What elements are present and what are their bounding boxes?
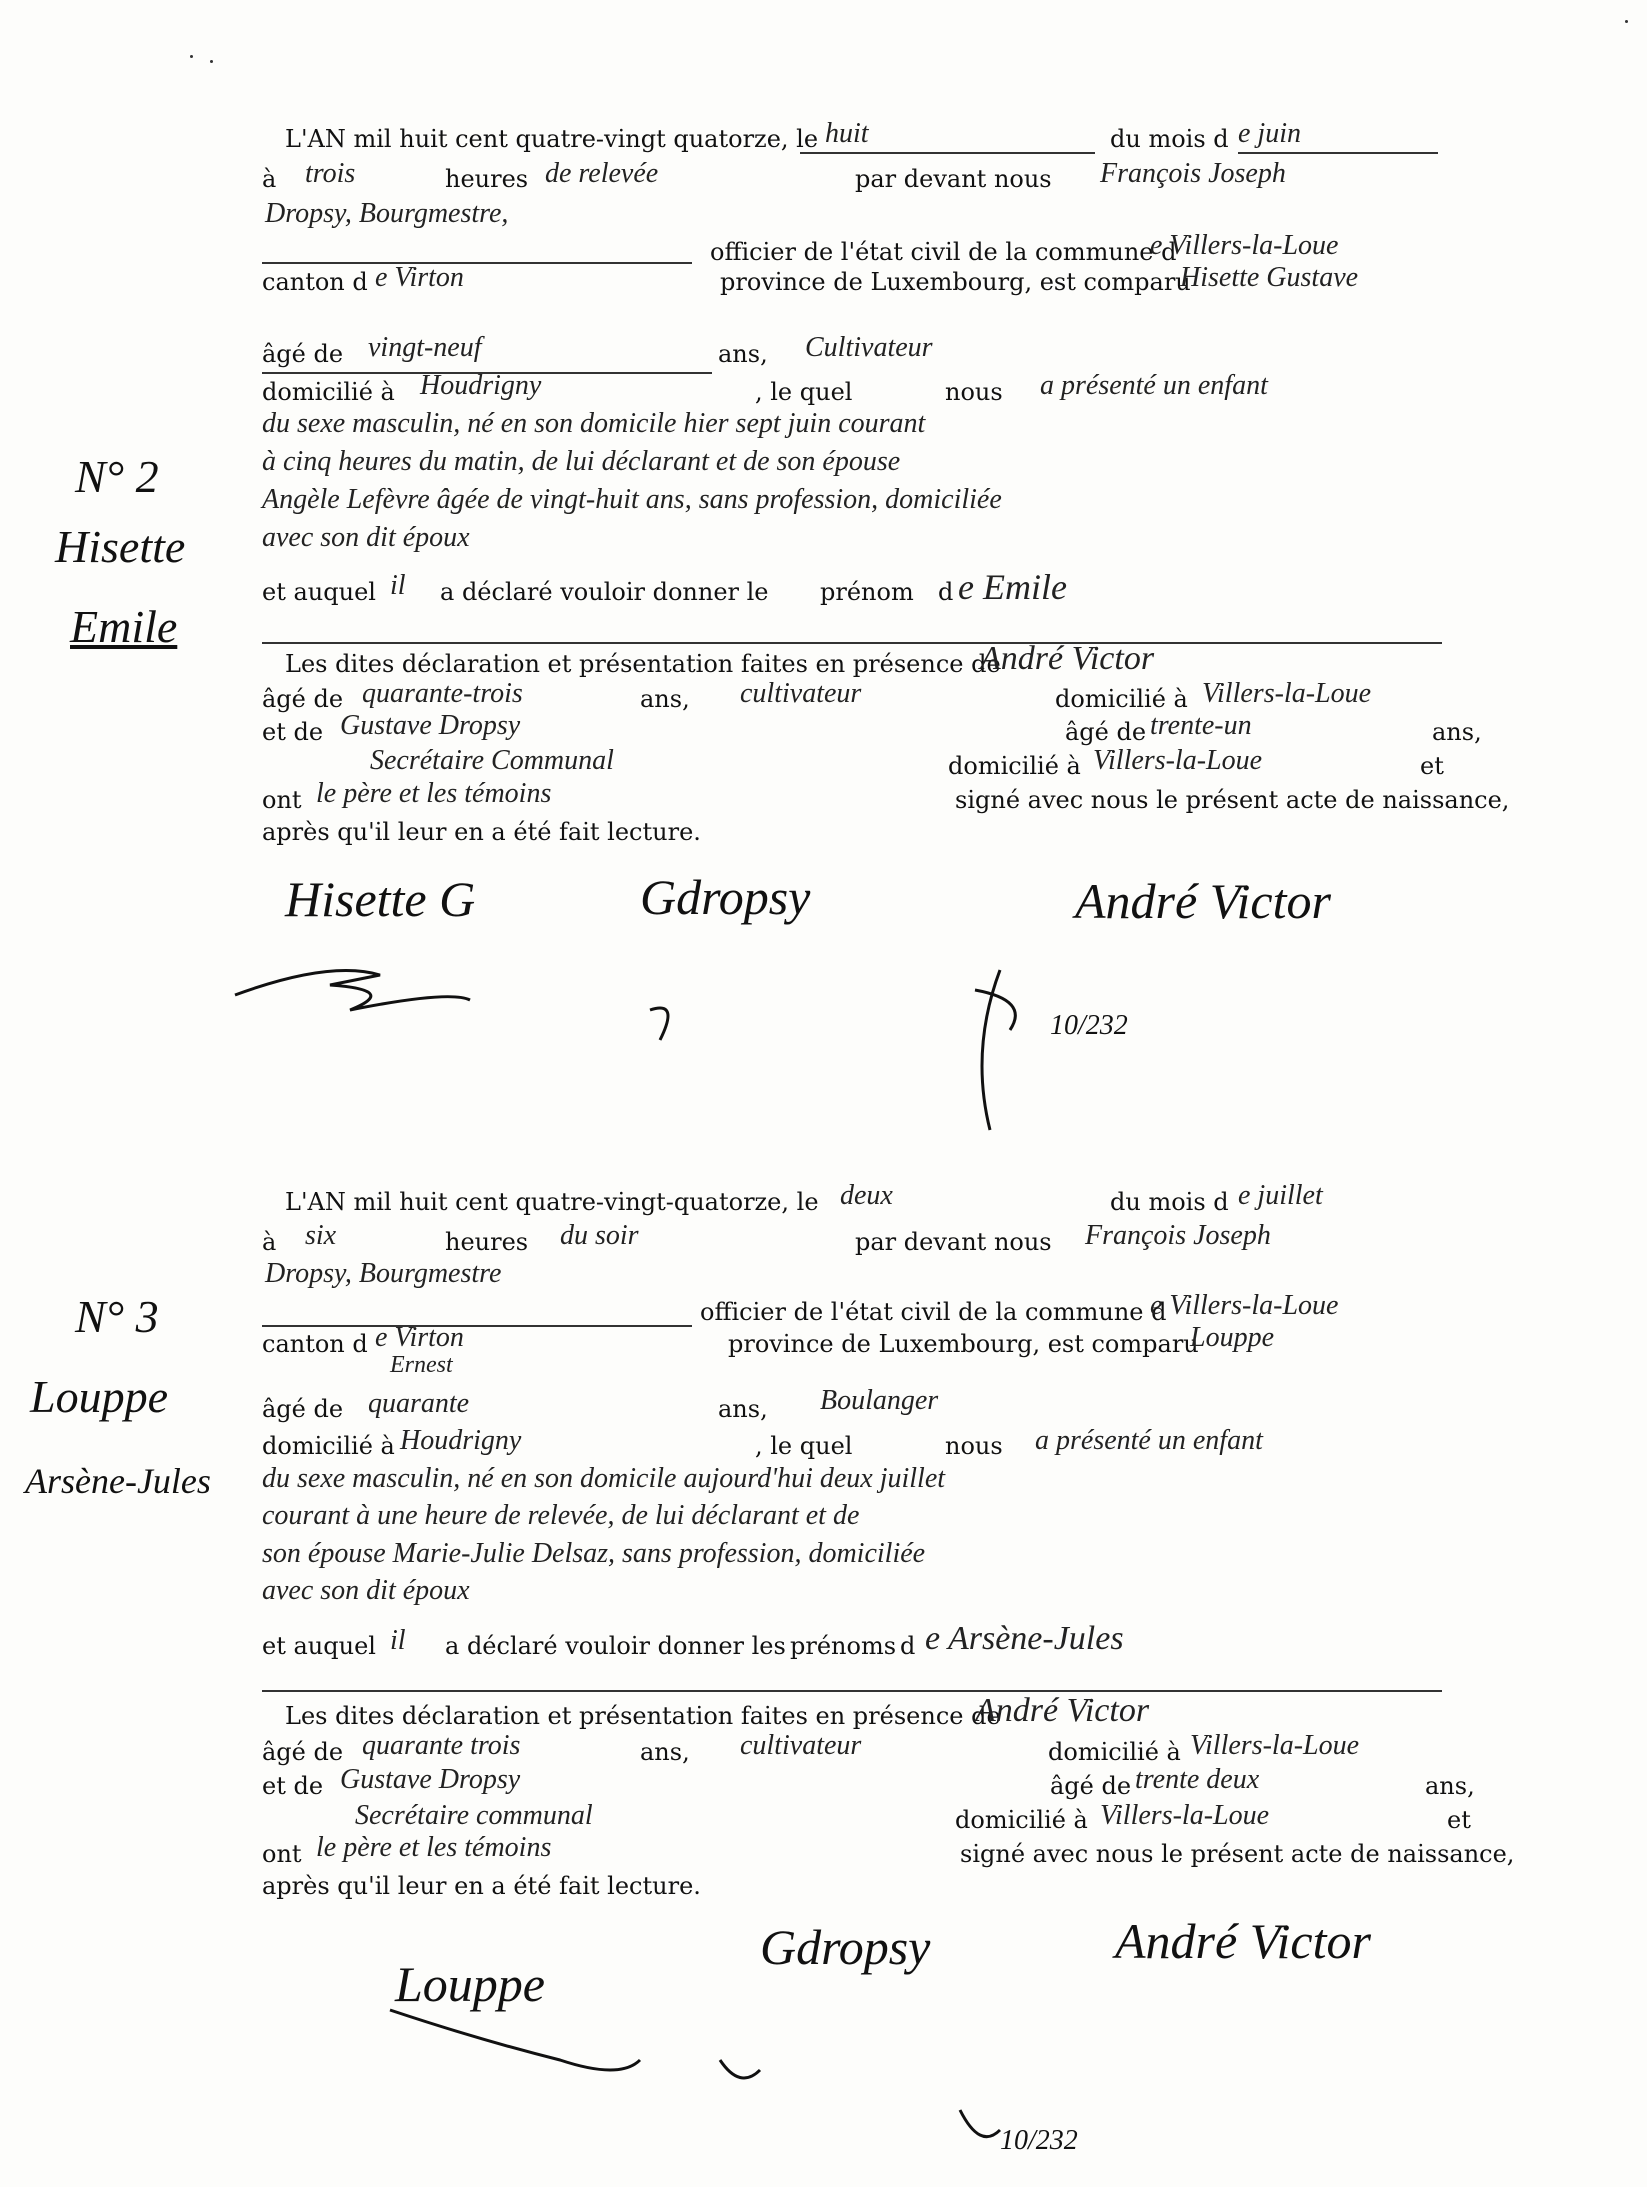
signers-value: le père et les témoins bbox=[316, 1832, 552, 1863]
pronoun-value: il bbox=[390, 570, 406, 601]
read-label: après qu'il leur en a été fait lecture. bbox=[262, 818, 701, 846]
officer-label: officier de l'état civil de la commune d bbox=[700, 1298, 1167, 1326]
signature-witness: André Victor bbox=[1075, 873, 1331, 929]
canton-label: canton d bbox=[262, 268, 368, 296]
control-stamp: 10/232 bbox=[1050, 1010, 1128, 1041]
signers-value: le père et les témoins bbox=[316, 778, 552, 809]
signature-father: Hisette G bbox=[285, 871, 476, 927]
age-value: quarante bbox=[368, 1388, 470, 1419]
body-text-4: son épouse Marie-Julie Delsaz, sans profession, domiciliée bbox=[262, 1538, 926, 1569]
before-us-label: par devant nous bbox=[855, 165, 1052, 193]
witness-1-name: André Victor bbox=[975, 1692, 1150, 1729]
ont-label: ont bbox=[262, 1840, 302, 1868]
declared-label: a déclaré vouloir donner les bbox=[445, 1632, 786, 1660]
et-label: et bbox=[1447, 1806, 1471, 1834]
margin-act-number: N° 3 bbox=[75, 1291, 159, 1342]
declared-label: a déclaré vouloir donner le bbox=[440, 578, 769, 606]
hour-value: trois bbox=[305, 158, 356, 189]
signature-officer: Gdropsy bbox=[640, 869, 811, 925]
scan-speck bbox=[190, 55, 193, 58]
w2-profession: Secrétaire communal bbox=[355, 1800, 593, 1831]
signed-label: signé avec nous le présent acte de naissance, bbox=[960, 1840, 1515, 1868]
w1-ans-label: ans, bbox=[640, 685, 690, 713]
hours-label: heures bbox=[445, 1228, 529, 1256]
presence-label: Les dites déclaration et présentation faites en présence de bbox=[285, 650, 1001, 678]
w2-age-value: trente-un bbox=[1150, 710, 1252, 741]
w1-age-value: quarante-trois bbox=[362, 678, 523, 709]
signed-label: signé avec nous le présent acte de naissance, bbox=[955, 786, 1510, 814]
year-line: L'AN mil huit cent quatre-vingt-quatorze, le bbox=[285, 1188, 819, 1216]
domicile-label: domicilié à bbox=[262, 1432, 395, 1460]
auquel-label: et auquel bbox=[262, 578, 376, 606]
w1-profession: cultivateur bbox=[740, 678, 862, 709]
lequel-label: , le quel bbox=[755, 1432, 853, 1460]
w1-domicile-value: Villers-la-Loue bbox=[1190, 1730, 1360, 1761]
month-value: e juillet bbox=[1238, 1180, 1323, 1211]
w1-domicile-value: Villers-la-Loue bbox=[1202, 678, 1372, 709]
w2-ans-label: ans, bbox=[1425, 1772, 1475, 1800]
declarant-first-name: Ernest bbox=[390, 1352, 453, 1378]
profession-value: Cultivateur bbox=[805, 332, 933, 363]
w1-age-value: quarante trois bbox=[362, 1730, 521, 1761]
margin-act-number: N° 2 bbox=[75, 451, 159, 502]
pronoun-value: il bbox=[390, 1625, 406, 1656]
w2-domicile-value: Villers-la-Loue bbox=[1100, 1800, 1270, 1831]
body-text-1: a présenté un enfant bbox=[1035, 1425, 1263, 1456]
canton-value: e Virton bbox=[375, 1322, 464, 1353]
margin-surname: Louppe bbox=[30, 1371, 168, 1422]
signature-officer: Gdropsy bbox=[760, 1919, 931, 1975]
given-name-value: e Emile bbox=[958, 567, 1067, 607]
period-value: du soir bbox=[560, 1220, 639, 1251]
canton-value: e Virton bbox=[375, 262, 464, 293]
age-label: âgé de bbox=[262, 340, 344, 368]
scan-speck bbox=[1625, 20, 1628, 23]
w2-profession: Secrétaire Communal bbox=[370, 745, 614, 776]
day-value: deux bbox=[840, 1180, 893, 1211]
officer-name: François Joseph bbox=[1100, 158, 1286, 189]
given-name-value: e Arsène-Jules bbox=[925, 1620, 1124, 1657]
domicile-value: Houdrigny bbox=[400, 1425, 522, 1456]
body-text-3: à cinq heures du matin, de lui déclarant et de son épouse bbox=[262, 446, 901, 477]
body-text-4: Angèle Lefèvre âgée de vingt-huit ans, sans profession, domiciliée bbox=[262, 484, 1002, 515]
control-stamp: 10/232 bbox=[1000, 2125, 1078, 2156]
et-label: et bbox=[1420, 752, 1444, 780]
body-text-3: courant à une heure de relevée, de lui déclarant et de bbox=[262, 1500, 860, 1531]
hours-label: heures bbox=[445, 165, 529, 193]
w2-age-label: âgé de bbox=[1065, 718, 1147, 746]
de-label: d bbox=[900, 1632, 916, 1660]
witness-1-name: André Victor bbox=[980, 640, 1155, 677]
w1-domicile-label: domicilié à bbox=[1048, 1738, 1181, 1766]
body-text-2: du sexe masculin, né en son domicile aujourd'hui deux juillet bbox=[262, 1463, 946, 1494]
prenom-label: prénoms bbox=[790, 1632, 897, 1660]
witness-2-name: Gustave Dropsy bbox=[340, 710, 521, 741]
commune-value: e Villers-la-Loue bbox=[1150, 1290, 1339, 1321]
signature-father: Louppe bbox=[395, 1956, 545, 2012]
officer-name-2: Dropsy, Bourgmestre, bbox=[265, 198, 509, 229]
month-label: du mois d bbox=[1110, 1188, 1229, 1216]
before-us-label: par devant nous bbox=[855, 1228, 1052, 1256]
body-text-5: avec son dit époux bbox=[262, 522, 470, 553]
year-line: L'AN mil huit cent quatre-vingt quatorze, le bbox=[285, 125, 819, 153]
nous-label: nous bbox=[945, 1432, 1003, 1460]
commune-value: e Villers-la-Loue bbox=[1150, 230, 1339, 261]
witness-2-name: Gustave Dropsy bbox=[340, 1764, 521, 1795]
w1-profession: cultivateur bbox=[740, 1730, 862, 1761]
ont-label: ont bbox=[262, 786, 302, 814]
officer-label: officier de l'état civil de la commune d bbox=[710, 238, 1177, 266]
body-text-5: avec son dit époux bbox=[262, 1575, 470, 1606]
auquel-label: et auquel bbox=[262, 1632, 376, 1660]
officer-name-2: Dropsy, Bourgmestre bbox=[265, 1258, 502, 1289]
ans-label: ans, bbox=[718, 1395, 768, 1423]
et-de-label: et de bbox=[262, 718, 324, 746]
w1-age-label: âgé de bbox=[262, 1738, 344, 1766]
w2-domicile-value: Villers-la-Loue bbox=[1093, 745, 1263, 776]
domicile-label: domicilié à bbox=[262, 378, 395, 406]
at-label: à bbox=[262, 1228, 277, 1256]
profession-value: Boulanger bbox=[820, 1385, 939, 1416]
w1-ans-label: ans, bbox=[640, 1738, 690, 1766]
w1-age-label: âgé de bbox=[262, 685, 344, 713]
ans-label: ans, bbox=[718, 340, 768, 368]
w2-domicile-label: domicilié à bbox=[955, 1806, 1088, 1834]
scan-speck bbox=[210, 60, 213, 63]
officer-name: François Joseph bbox=[1085, 1220, 1271, 1251]
declarant-name: Louppe bbox=[1190, 1322, 1274, 1353]
lequel-label: , le quel bbox=[755, 378, 853, 406]
canton-label: canton d bbox=[262, 1330, 368, 1358]
province-label: province de Luxembourg, est comparu bbox=[728, 1330, 1199, 1358]
declarant-name: Hisette Gustave bbox=[1180, 262, 1359, 293]
period-value: de relevée bbox=[545, 158, 659, 189]
et-de-label: et de bbox=[262, 1772, 324, 1800]
province-label: province de Luxembourg, est comparu bbox=[720, 268, 1191, 296]
margin-first-name: Arsène-Jules bbox=[25, 1461, 211, 1501]
de-label: d bbox=[938, 578, 954, 606]
presence-label: Les dites déclaration et présentation faites en présence de bbox=[285, 1702, 1001, 1730]
w2-age-value: trente deux bbox=[1135, 1764, 1260, 1795]
margin-first-name: Emile bbox=[70, 601, 178, 652]
body-text-1: a présenté un enfant bbox=[1040, 370, 1268, 401]
age-value: vingt-neuf bbox=[368, 332, 482, 363]
day-value: huit bbox=[825, 118, 869, 149]
hour-value: six bbox=[305, 1220, 337, 1251]
month-label: du mois d bbox=[1110, 125, 1229, 153]
body-text-2: du sexe masculin, né en son domicile hier sept juin courant bbox=[262, 408, 926, 439]
read-label: après qu'il leur en a été fait lecture. bbox=[262, 1872, 701, 1900]
w2-domicile-label: domicilié à bbox=[948, 752, 1081, 780]
margin-surname: Hisette bbox=[55, 521, 186, 572]
domicile-value: Houdrigny bbox=[420, 370, 542, 401]
at-label: à bbox=[262, 165, 277, 193]
w2-age-label: âgé de bbox=[1050, 1772, 1132, 1800]
nous-label: nous bbox=[945, 378, 1003, 406]
month-value: e juin bbox=[1238, 118, 1301, 149]
w1-domicile-label: domicilié à bbox=[1055, 685, 1188, 713]
w2-ans-label: ans, bbox=[1432, 718, 1482, 746]
signature-witness: André Victor bbox=[1115, 1913, 1371, 1969]
prenom-label: prénom bbox=[820, 578, 914, 606]
age-label: âgé de bbox=[262, 1395, 344, 1423]
